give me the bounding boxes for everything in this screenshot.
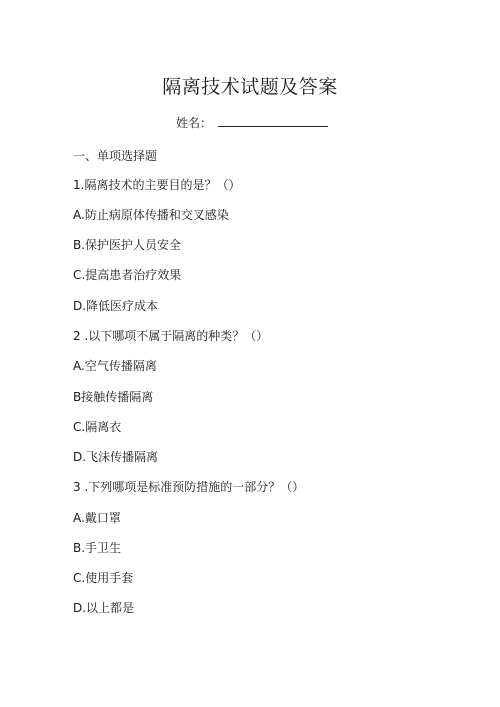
question-2-option-c: C.隔离衣 [73,420,122,434]
question-2-option-b: B接触传播隔离 [73,390,154,404]
document-title: 隔离技术试题及答案 [162,76,338,98]
question-2-option-a: A.空气传播隔离 [73,359,157,373]
question-3-option-a: A.戴口罩 [73,511,121,525]
question-3-stem: 3 .下列哪项是标准预防措施的一部分？（） [73,480,305,494]
question-1-option-a: A.防止病原体传播和交叉感染 [73,208,229,222]
question-3-option-d: D.以上都是 [73,601,135,615]
name-blank-line [218,114,328,127]
question-1-stem: 1.隔离技术的主要目的是？（） [73,178,241,192]
question-2-option-d: D.飞沫传播隔离 [73,450,159,464]
question-1-option-d: D.降低医疗成本 [73,299,159,313]
question-3-option-b: B.手卫生 [73,541,122,555]
name-label: 姓名： [176,116,213,130]
name-field-row [176,114,328,132]
question-3-option-c: C.使用手套 [73,571,134,585]
section-heading: 一、单项选择题 [73,149,158,163]
question-2-stem: 2 .以下哪项不属于隔离的种类？（） [73,329,269,343]
question-1-option-c: C.提高患者治疗效果 [73,268,182,282]
question-1-option-b: B.保护医护人员安全 [73,238,182,252]
